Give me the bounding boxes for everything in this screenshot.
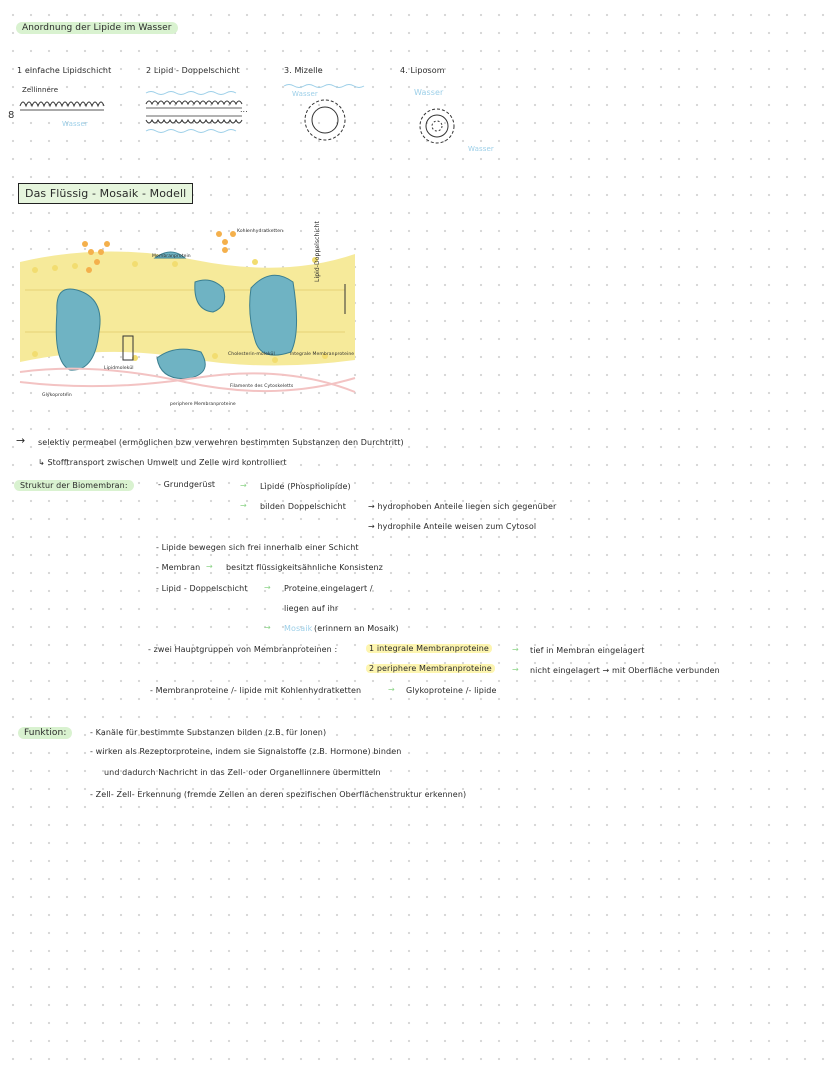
label-wasser-3: Wasser — [292, 90, 318, 98]
diagram-label-lipidmolekuel: Lipidmolekül — [104, 366, 134, 371]
label-liposom: 4. Liposom — [400, 66, 445, 75]
arrow-green-7: → — [512, 665, 519, 674]
note-tief-eingelagert: tief in Membran eingelagert — [530, 646, 645, 655]
diagram-label-lipid-doppelschicht: Lipid-Doppelschicht — [314, 221, 321, 282]
note-nachricht: und dadurch Nachricht in das Zell- oder Organellinnere übermitteln — [104, 768, 381, 777]
note-lipide-bewegen: - Lipide bewegen sich frei innerhalb einer Schicht — [156, 543, 359, 552]
note-mosaik: Mosaik — [284, 624, 313, 633]
note-stofftransport: ↳ Stofftransport zwischen Umwelt und Zelle wird kontrolliert — [38, 458, 287, 467]
diagram-label-peripher: periphere Membranproteine — [170, 402, 236, 407]
note-zwei-hauptgruppen: - zwei Hauptgruppen von Membranproteinen : — [148, 645, 338, 654]
arrow-green-8: → — [388, 685, 395, 694]
note-grundgeruest: - Grundgerüst — [158, 480, 216, 489]
fluid-mosaic-diagram — [15, 222, 375, 412]
diagram-label-kohlenhydrat: Kohlenhydratketten — [237, 229, 284, 234]
note-membran: - Membran — [156, 563, 201, 572]
note-kohlenhydratketten: - Membranproteine /- lipide mit Kohlenhydratketten — [150, 686, 362, 695]
arrow-green-2: → — [240, 501, 247, 510]
note-liegen-auf-ihr: liegen auf ihr — [284, 604, 339, 613]
diagram-label-membranprotein: Membranprotein — [152, 254, 191, 259]
arrow-green-4: → — [264, 583, 271, 592]
diagram-label-cholesterin: Cholesterin-molekül — [228, 352, 275, 357]
label-wasser-5: Wasser — [468, 145, 494, 153]
arrow-green-6: → — [512, 645, 519, 654]
note-doppelschicht: bilden Doppelschicht — [260, 502, 346, 511]
label-zellinnere: Zellinnere — [22, 86, 59, 94]
note-erinnern-mosaik: (erinnern an Mosaik) — [314, 624, 399, 633]
label-einfache-lipidschicht: 1 einfache Lipidschicht — [17, 66, 112, 75]
diagram-label-glykoprotein: Glykoprotein — [42, 393, 72, 398]
note-rezeptorproteine: - wirken als Rezeptorproteine, indem sie Signalstoffe (z.B. Hormone) binden — [90, 747, 402, 756]
section-heading-lipids: Anordnung der Lipide im Wasser — [16, 22, 178, 34]
diagram-label-filamente: Filamente des Cytoskeletts — [230, 384, 294, 389]
model-title: Das Flüssig - Mosaik - Modell — [18, 183, 193, 204]
note-lipid-doppelschicht: - Lipid - Doppelschicht — [156, 584, 248, 593]
lipid-arrangement-sketches — [0, 0, 828, 160]
label-wasser-1: Wasser — [62, 120, 88, 128]
note-hydrophil: → hydrophile Anteile weisen zum Cytosol — [368, 522, 537, 531]
note-periphere: 2 periphere Membranproteine — [366, 664, 495, 673]
note-integrale: 1 integrale Membranproteine — [366, 644, 492, 653]
note-kanaele: - Kanäle für bestimmte Substanzen bilden (z.B. für Ionen) — [90, 728, 327, 737]
note-lipide: Lipide (Phospholipide) — [260, 482, 351, 491]
label-mizelle: 3. Mizelle — [284, 66, 323, 75]
note-proteine-eingelagert: Proteine eingelagert / — [284, 584, 373, 593]
note-zell-erkennung: - Zell- Zell- Erkennung (fremde Zellen an deren spezifischen Oberflächenstruktur erkennen) — [90, 790, 467, 799]
note-glykoproteine: Glykoproteine /- lipide — [406, 686, 497, 695]
note-hydrophob: → hydrophoben Anteile liegen sich gegenüber — [368, 502, 557, 511]
arrow-bullet: → — [16, 434, 26, 447]
note-fluessig: besitzt flüssigkeitsähnliche Konsistenz — [226, 563, 383, 572]
svg-text:...: ... — [240, 105, 248, 114]
svg-text:8: 8 — [8, 110, 15, 121]
diagram-label-integral: integrale Membranproteine — [290, 352, 355, 357]
arrow-green-5: → — [264, 623, 271, 632]
label-funktion: Funktion: — [18, 727, 72, 739]
label-lipid-doppelschicht: 2 Lipid - Doppelschicht — [146, 66, 240, 75]
arrow-green-3: → — [206, 562, 213, 571]
arrow-green-1: → — [240, 481, 247, 490]
note-nicht-eingelagert: nicht eingelagert → mit Oberfläche verbunden — [530, 666, 720, 675]
note-selektiv: selektiv permeabel (ermöglichen bzw verwehren bestimmten Substanzen den Durchtritt) — [38, 438, 404, 447]
label-wasser-4: Wasser — [414, 88, 444, 97]
label-struktur: Struktur der Biomembran: — [14, 480, 134, 491]
